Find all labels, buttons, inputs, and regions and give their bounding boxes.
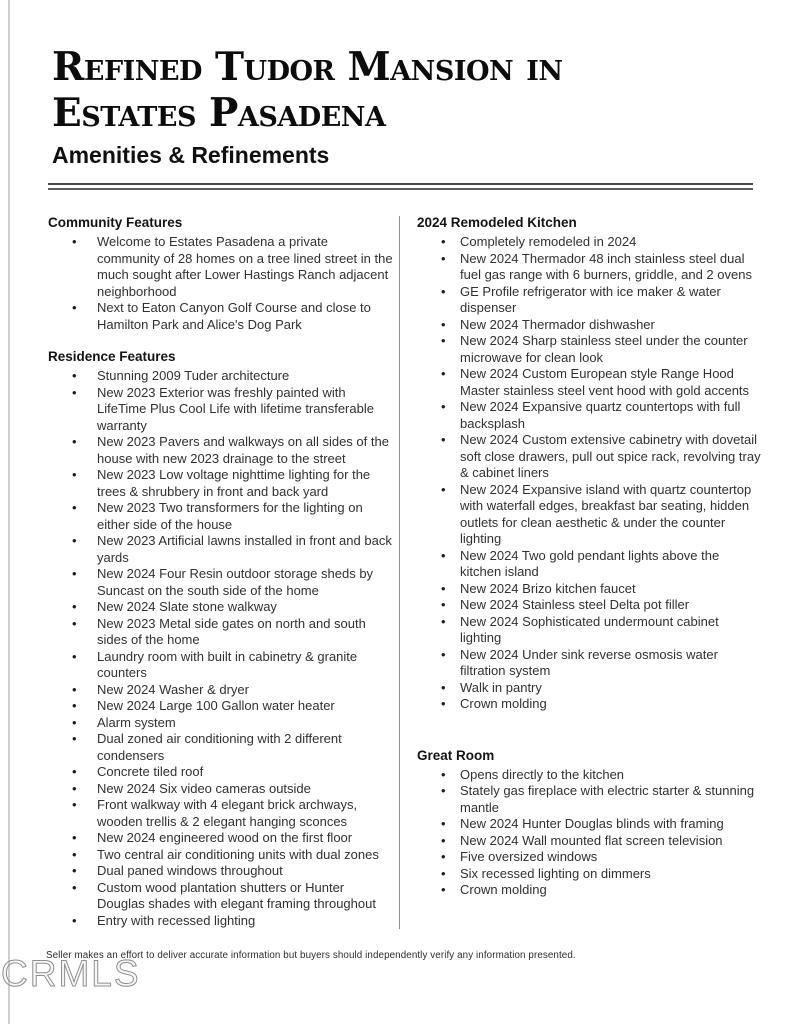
page-title — [52, 44, 755, 136]
feature-item: • GE Profile refrigerator with ice maker & water dispenser — [460, 284, 761, 317]
document-header — [0, 0, 791, 169]
feature-item: • New 2023 Exterior was freshly painted with LifeTime Plus Cool Life with lifetime transferable warranty — [97, 385, 393, 435]
feature-item: • Opens directly to the kitchen — [460, 767, 761, 784]
feature-item: • New 2024 Four Resin outdoor storage sheds by Suncast on the south side of the home — [97, 566, 393, 599]
feature-section — [417, 749, 761, 899]
feature-item: • New 2024 engineered wood on the first floor — [97, 830, 393, 847]
left-column — [48, 216, 399, 929]
feature-item: • New 2024 Expansive island with quartz countertop with waterfall edges, breakfast bar seating, hidden outlets for clean aesthetic & under the counter lighting — [460, 482, 761, 548]
feature-item: • New 2023 Artificial lawns installed in front and back yards — [97, 533, 393, 566]
feature-list — [48, 368, 393, 929]
feature-item: • Welcome to Estates Pasadena a private community of 28 homes on a tree lined street in the much sought after Lower Hastings Ranch adjacent neighborhood — [97, 234, 393, 300]
feature-list — [417, 767, 761, 899]
feature-item: • Front walkway with 4 elegant brick archways, wooden trellis & 2 elegant hanging sconces — [97, 797, 393, 830]
feature-item: • New 2023 Pavers and walkways on all sides of the house with new 2023 drainage to the street — [97, 434, 393, 467]
feature-item: • Custom wood plantation shutters or Hunter Douglas shades with elegant framing throughout — [97, 880, 393, 913]
feature-item: • Stunning 2009 Tuder architecture — [97, 368, 393, 385]
section-heading: Residence Features — [48, 349, 176, 364]
section-heading: 2024 Remodeled Kitchen — [417, 215, 577, 230]
feature-item: • New 2024 Large 100 Gallon water heater — [97, 698, 393, 715]
section-heading: Great Room — [417, 747, 495, 763]
feature-item: • New 2024 Sharp stainless steel under the counter microwave for clean look — [460, 333, 761, 366]
feature-item: • Stately gas fireplace with electric starter & stunning mantle — [460, 783, 761, 816]
feature-item: • New 2024 Expansive quartz countertops with full backsplash — [460, 399, 761, 432]
feature-item: • New 2024 Brizo kitchen faucet — [460, 581, 761, 598]
feature-item: • Six recessed lighting on dimmers — [460, 866, 761, 883]
feature-list — [417, 234, 761, 713]
content-columns — [48, 216, 761, 929]
feature-item: • Five oversized windows — [460, 849, 761, 866]
page-subtitle: Amenities & Refinements — [52, 142, 330, 168]
feature-item: • Two central air conditioning units with dual zones — [97, 847, 393, 864]
feature-item: • New 2024 Custom extensive cabinetry with dovetail soft close drawers, pull out spice rack, revolving tray & cabinet liners — [460, 432, 761, 482]
feature-item: • Laundry room with built in cabinetry & granite counters — [97, 649, 393, 682]
feature-item: • New 2024 Wall mounted flat screen television — [460, 833, 761, 850]
section-heading: Community Features — [48, 215, 183, 230]
feature-item: • New 2023 Two transformers for the lighting on either side of the house — [97, 500, 393, 533]
disclaimer-text: Seller makes an effort to deliver accurate information but buyers should independently verify any information presented. — [46, 950, 576, 961]
crmls-watermark: CRMLS — [1, 953, 141, 994]
feature-list — [48, 234, 393, 333]
feature-item: • New 2024 Washer & dryer — [97, 682, 393, 699]
feature-section — [48, 216, 393, 333]
feature-item: • New 2024 Slate stone walkway — [97, 599, 393, 616]
right-column — [399, 216, 761, 929]
feature-section — [48, 350, 393, 929]
title-line-1: Refined Tudor Mansion in — [52, 44, 563, 90]
feature-item: • Alarm system — [97, 715, 393, 732]
feature-item: • New 2024 Stainless steel Delta pot filler — [460, 597, 761, 614]
feature-item: • New 2024 Six video cameras outside — [97, 781, 393, 798]
feature-item: • New 2023 Metal side gates on north and south sides of the home — [97, 616, 393, 649]
feature-item: • New 2023 Low voltage nighttime lighting for the trees & shrubbery in front and back yard — [97, 467, 393, 500]
feature-item: • New 2024 Custom European style Range Hood Master stainless steel vent hood with gold accents — [460, 366, 761, 399]
feature-item: • New 2024 Two gold pendant lights above the kitchen island — [460, 548, 761, 581]
double-rule-divider — [48, 183, 753, 190]
feature-section — [417, 216, 761, 713]
feature-item: • New 2024 Hunter Douglas blinds with framing — [460, 816, 761, 833]
feature-item: • New 2024 Sophisticated undermount cabinet lighting — [460, 614, 761, 647]
title-line-2: Estates Pasadena — [52, 90, 386, 136]
feature-item: • Walk in pantry — [460, 680, 761, 697]
feature-item: • Crown molding — [460, 696, 761, 713]
feature-item: • New 2024 Under sink reverse osmosis water filtration system — [460, 647, 761, 680]
scan-edge-line — [8, 0, 10, 1024]
feature-item: • Concrete tiled roof — [97, 764, 393, 781]
feature-item: • Completely remodeled in 2024 — [460, 234, 761, 251]
feature-item: • New 2024 Thermador 48 inch stainless steel dual fuel gas range with 6 burners, griddle, and 2 ovens — [460, 251, 761, 284]
feature-item: • Next to Eaton Canyon Golf Course and close to Hamilton Park and Alice's Dog Park — [97, 300, 393, 333]
feature-item: • Dual zoned air conditioning with 2 different condensers — [97, 731, 393, 764]
feature-item: • New 2024 Thermador dishwasher — [460, 317, 761, 334]
feature-item: • Crown molding — [460, 882, 761, 899]
feature-item: • Entry with recessed lighting — [97, 913, 393, 930]
feature-item: • Dual paned windows throughout — [97, 863, 393, 880]
